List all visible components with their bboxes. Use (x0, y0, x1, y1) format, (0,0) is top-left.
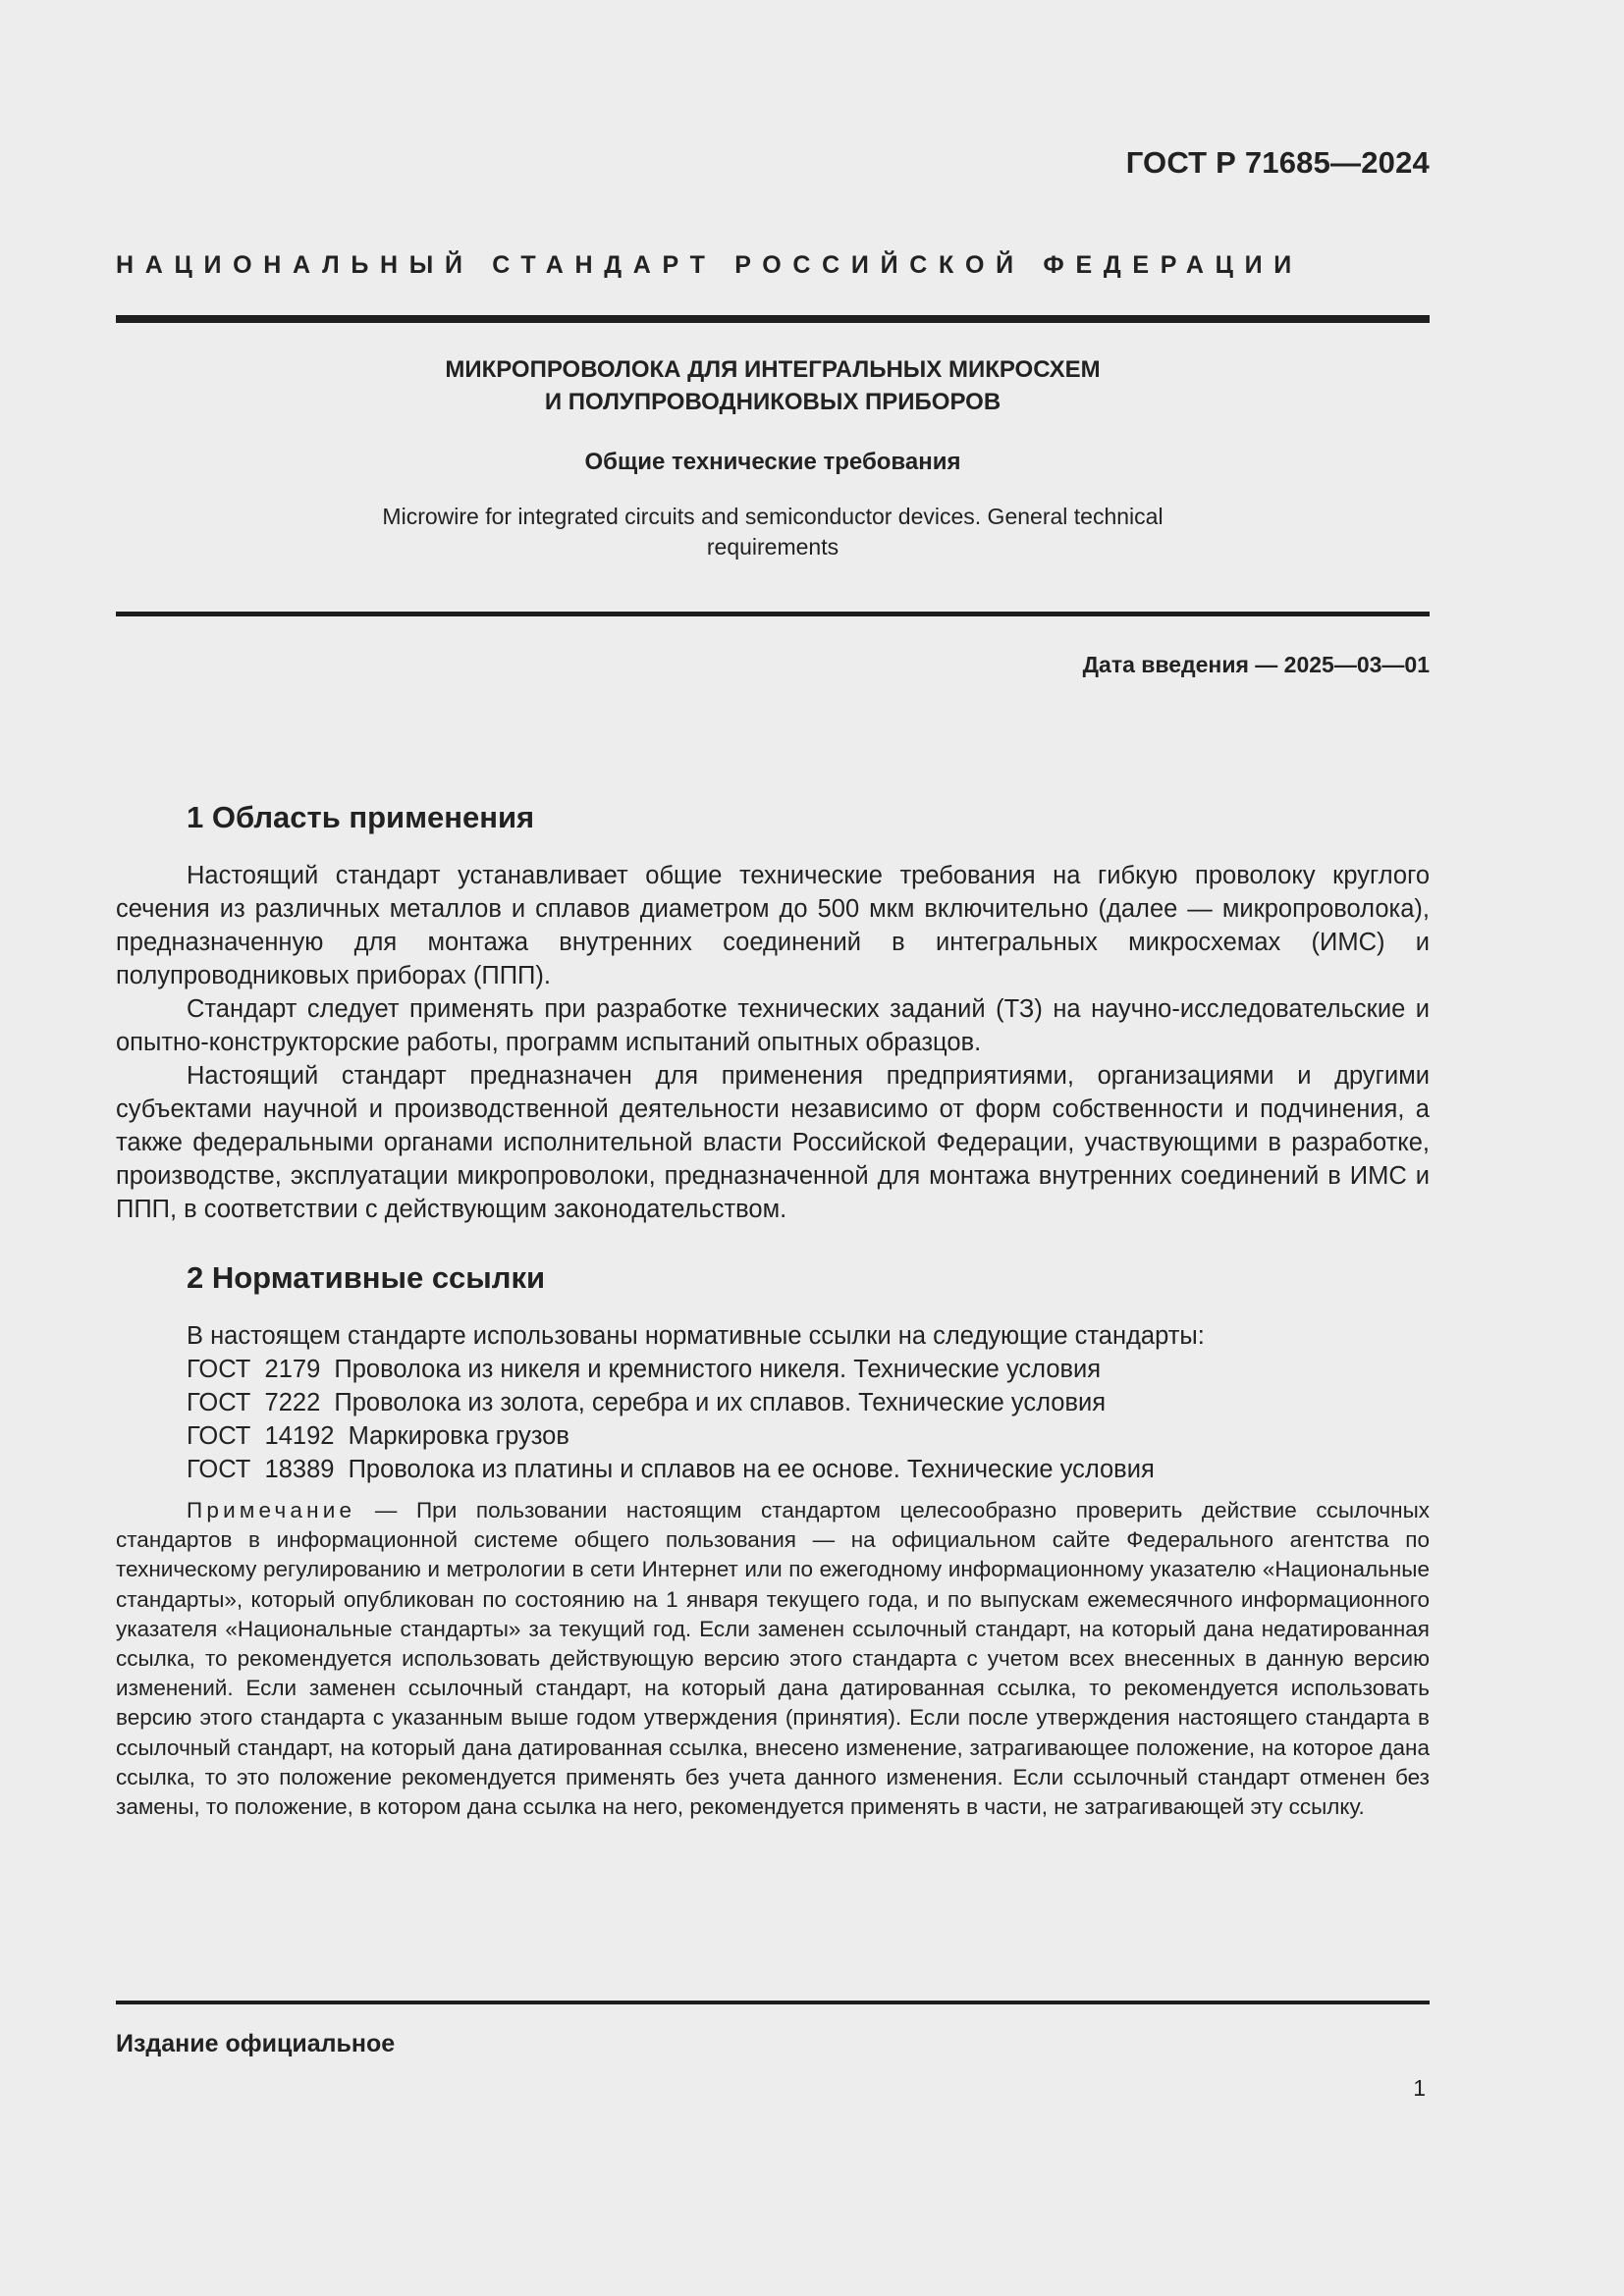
reference-text: ГОСТ 7222 Проволока из золота, серебра и их сплавов. Технические условия (187, 1389, 1107, 1416)
english-title-line-2: requirements (706, 534, 839, 560)
reference-item (187, 1353, 1205, 1386)
note-label: Примечание (187, 1498, 356, 1522)
note-block (116, 1496, 1430, 1822)
document-page (116, 0, 1430, 2296)
section-1-body (116, 859, 1430, 1226)
section-1-paragraph: Настоящий стандарт предназначен для применения предприятиями, организациями и другими субъектами научной и производственной деятельности независимо от форм собственности и подчинения, а также федеральными органами исполнительной власти Российской Федерации, участвующими в разработке, производстве, эксплуатации микропроволоки, предназначенной для монтажа внутренних соединений в ИМС и ППП, в соответствии с действующим законодательством. (116, 1062, 1430, 1223)
references-intro: В настоящем стандарте использованы нормативные ссылки на следующие стандарты: (187, 1322, 1205, 1350)
section-1-paragraph: Стандарт следует применять при разработке технических заданий (ТЗ) на научно-исследовательские и опытно-конструкторские работы, программ испытаний опытных образцов. (116, 995, 1430, 1056)
national-standard-banner: НАЦИОНАЛЬНЫЙ СТАНДАРТ РОССИЙСКОЙ ФЕДЕРАЦИИ (116, 251, 1303, 279)
section-2-heading: 2 Нормативные ссылки (187, 1260, 546, 1295)
note-paragraph (116, 1496, 1430, 1822)
document-subtitle: Общие технические требования (584, 449, 961, 475)
title-line-1: МИКРОПРОВОЛОКА ДЛЯ ИНТЕГРАЛЬНЫХ МИКРОСХЕМ (445, 356, 1101, 383)
english-title (116, 502, 1430, 562)
english-title-line-1: Microwire for integrated circuits and semiconductor devices. General technical (382, 504, 1164, 529)
section-1-paragraph: Настоящий стандарт устанавливает общие технические требования на гибкую проволоку круглого сечения из различных металлов и сплавов диаметром до 500 мкм включительно (далее — микропроволока), предназначенную для монтажа внутренних соединений в интегральных микросхемах (ИМС) и полупроводниковых приборах (ППП). (116, 862, 1430, 989)
reference-text: ГОСТ 18389 Проволока из платины и сплавов на ее основе. Технические условия (187, 1456, 1155, 1483)
note-text: — При пользовании настоящим стандартом целесообразно проверить действие ссылочных стандартов в информационной системе общего пользования — на официальном сайте Федерального агентства по техническому регулированию и метрологии в сети Интернет или по ежегодному информационному указателю «Национальные стандарты», который опубликован по состоянию на 1 января текущего года, и по выпускам ежемесячного информационного указателя «Национальные стандарты» за текущий год. Если заменен ссылочный стандарт, на который дана недатированная ссылка, то рекомендуется использовать действующую версию этого стандарта с учетом всех внесенных в данную версию изменений. Если заменен ссылочный стандарт, на который дана датированная ссылка, то рекомендуется использовать версию этого стандарта с указанным выше годом утверждения (принятия). Если после утверждения настоящего стандарта в ссылочный стандарт, на который дана датированная ссылка, внесено изменение, затрагивающее положение, на которое дана ссылка, то это положение рекомендуется применять без учета данного изменения. Если ссылочный стандарт отменен без замены, то положение, в котором дана ссылка на него, рекомендуется применять в части, не затрагивающей эту ссылку. (116, 1498, 1430, 1820)
reference-text: ГОСТ 2179 Проволока из никеля и кремнистого никеля. Технические условия (187, 1356, 1102, 1383)
reference-item (187, 1419, 1205, 1453)
normative-references (187, 1319, 1205, 1486)
introduction-date: Дата введения — 2025—03—01 (1082, 652, 1430, 677)
title-line-2: И ПОЛУПРОВОДНИКОВЫХ ПРИБОРОВ (544, 389, 1001, 415)
reference-item (187, 1453, 1205, 1486)
title-divider (116, 612, 1430, 616)
title-block (116, 353, 1430, 562)
official-edition-label: Издание официальное (116, 2030, 396, 2057)
page-number: 1 (1413, 2075, 1426, 2101)
section-1-heading: 1 Область применения (187, 800, 535, 834)
top-divider (116, 315, 1430, 323)
reference-item (187, 1386, 1205, 1419)
footer-divider (116, 2001, 1430, 2004)
reference-text: ГОСТ 14192 Маркировка грузов (187, 1422, 569, 1450)
document-number: ГОСТ Р 71685—2024 (1125, 145, 1430, 180)
